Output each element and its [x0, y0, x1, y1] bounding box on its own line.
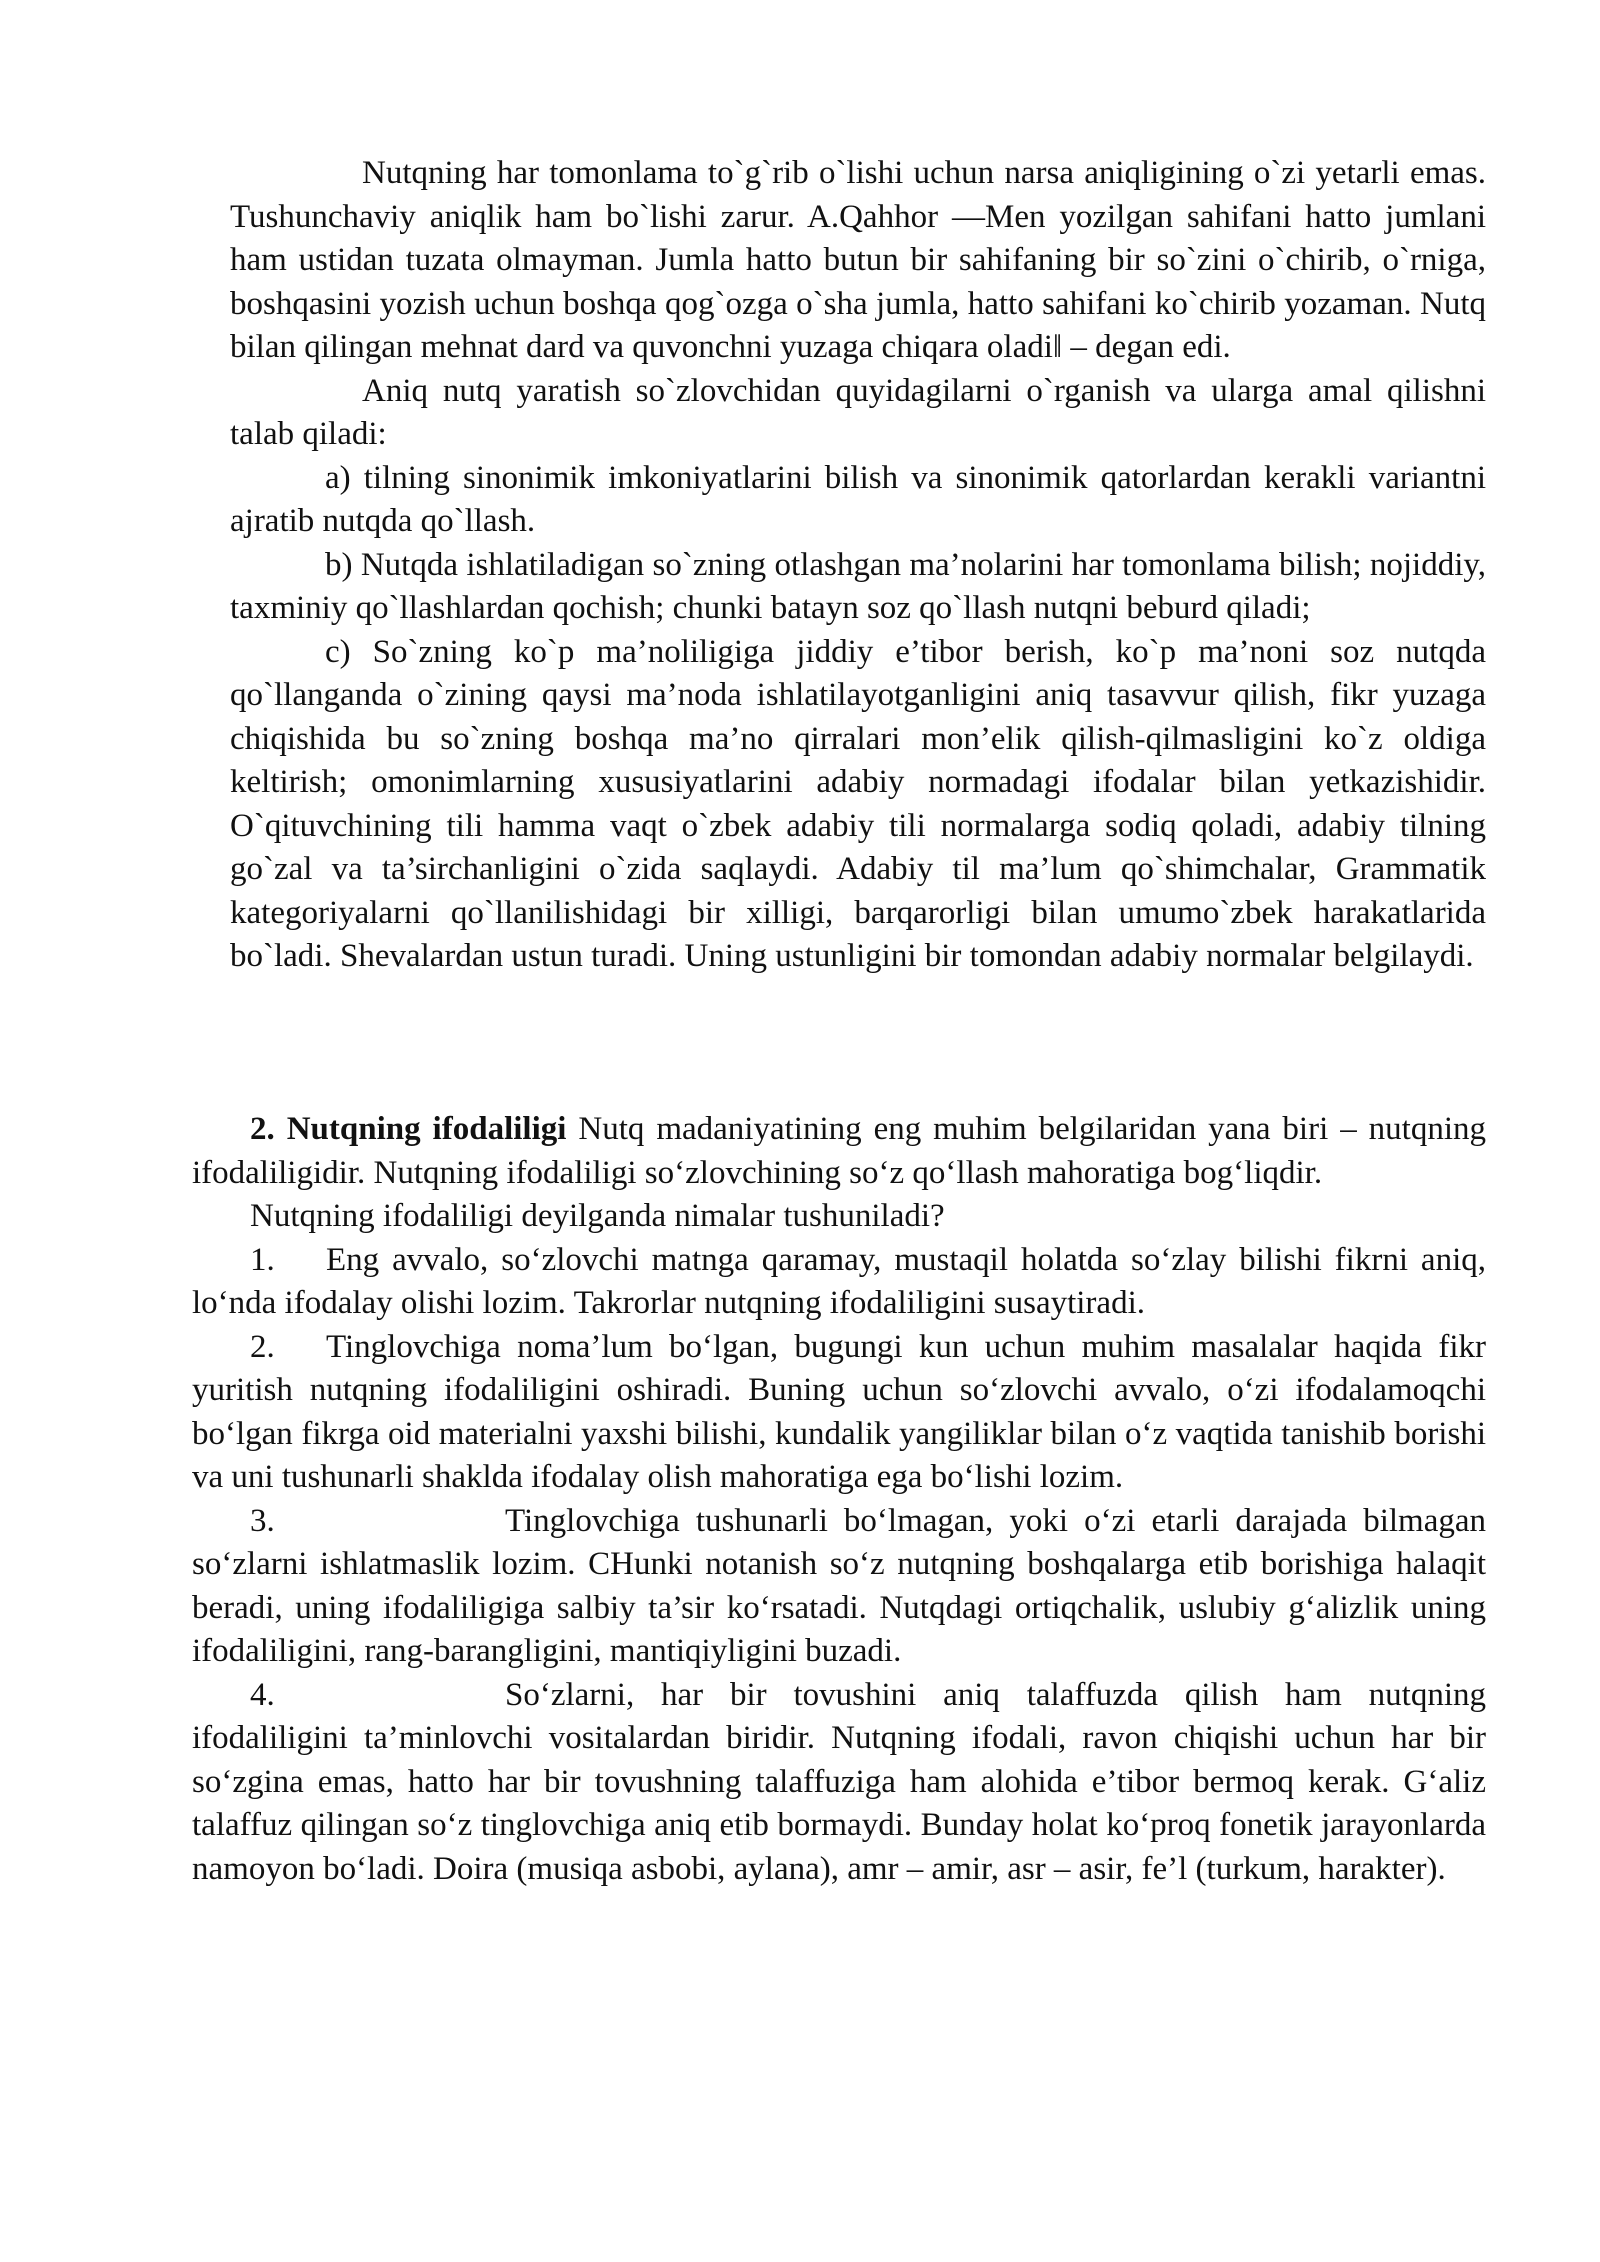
section-two-intro: [192, 1108, 1486, 1195]
item-number: 4.: [250, 1676, 275, 1713]
item-text: Tinglovchiga tushunarli bo‘lmagan, yoki o‘zi etarli darajada bilmagan so‘zlarni ishlatmaslik lozim. CHunki notanish so‘z nutqning boshqalarga etib borishiga halaqit beradi, uning ifodaliligiga salbiy ta’sir ko‘rsatadi. Nutqdagi ortiqchalik, uslubiy g‘alizlik uning ifodaliligini, rang-barangligini, mantiqiyligini buzadi.: [192, 1502, 1486, 1669]
list-item-b: b) Nutqda ishlatiladigan so`zning otlashgan ma’nolarini har tomonlama bilish; nojiddiy, taxminiy qo`llashlardan qochish; chunki batayn soz qo`llash nutqni beburd qiladi;: [230, 546, 1486, 626]
item-number: 1.: [250, 1241, 275, 1278]
item-text: Eng avvalo, so‘zlovchi matnga qaramay, mustaqil holatda so‘zlay bilishi fikrni aniq, lo‘nda ifodalay olishi lozim. Takrorlar nutqning ifodaliligini susaytiradi.: [192, 1241, 1486, 1321]
numbered-item-2: [192, 1326, 1486, 1500]
section-exact-speech: [230, 152, 1486, 979]
paragraph-requirements-intro: Aniq nutq yaratish so`zlovchidan quyidagilarni o`rganish va ularga amal qilishni talab qiladi:: [230, 372, 1486, 452]
section-question: Nutqning ifodaliligi deyilganda nimalar tushuniladi?: [250, 1198, 945, 1234]
section-expressiveness: [192, 1108, 1486, 1891]
list-item-c: c) So`zning ko`p ma’noliligiga jiddiy e’tibor berish, ko`p ma’noni soz nutqda qo`llanganda o`zining qaysi ma’noda ishlatilayotganligini aniq tasavvur qilish, fikr yuzaga chiqishida bu so`zning boshqa ma’no qirralari mon’elik qilish-qilmasligini ko`z oldiga keltirish; omonimlarning xususiyatlarini adabiy normadagi ifodalar bilan yetkazishidir. O`qituvchining tili hamma vaqt o`zbek adabiy tili normalarga sodiq qoladi, adabiy tilning go`zal va ta’sirchanligini o`zida saqlaydi. Adabiy til ma’lum qo`shimchalar, Grammatik kategoriyalarni qo`llanilishidagi bir xilligi, barqarorligi bilan umumo`zbek harakatlarida bo`ladi. Shevalardan ustun turadi. Uning ustunligini bir tomondan adabiy normalar belgilaydi.: [230, 633, 1486, 974]
section-heading: 2. Nutqning ifodaliligi: [250, 1111, 567, 1147]
item-number: 3.: [250, 1502, 275, 1539]
numbered-item-1: [192, 1239, 1486, 1326]
item-text: So‘zlarni, har bir tovushini aniq talaffuzda qilish ham nutqning ifodaliligini ta’minlovchi vositalardan biridir. Nutqning ifodali, ravon chiqishi uchun har bir so‘zgina emas, hatto har bir tovushning talaffuziga ham alohida e’tibor bermoq kerak. G‘aliz talaffuz qilingan so‘z tinglovchiga aniq etib bormaydi. Bunday holat ko‘proq fonetik jarayonlarda namoyon bo‘ladi. Doira (musiqa asbobi, aylana), amr – amir, asr – asir, fe’l (turkum, harakter).: [192, 1676, 1486, 1887]
item-text: Tinglovchiga noma’lum bo‘lgan, bugungi kun uchun muhim masalalar haqida fikr yuritish nutqning ifodaliligini oshiradi. Buning uchun so‘zlovchi avvalo, o‘zi ifodalamoqchi bo‘lgan fikrga oid materialni yaxshi bilishi, kundalik yangiliklar bilan o‘z vaqtida tanishib borishi va uni tushunarli shaklda ifodalay olish mahoratiga ega bo‘lishi lozim.: [192, 1328, 1486, 1495]
list-item-a: a) tilning sinonimik imkoniyatlarini bilish va sinonimik qatorlardan kerakli variantni ajratib nutqda qo`llash.: [230, 459, 1486, 539]
section-intro-text: Nutq madaniyatining eng muhim belgilaridan yana biri – nutqning ifodaliligidir. Nutqning ifodaliligi so‘zlovchining so‘z qo‘llash mahoratiga bog‘liqdir.: [192, 1111, 1486, 1191]
numbered-item-4: [192, 1674, 1486, 1892]
paragraph-qahhor-quote: Nutqning har tomonlama to`g`rib o`lishi uchun narsa aniqligining o`zi yetarli emas. Tushunchaviy aniqlik ham bo`lishi zarur. A.Qahhor —Men yozilgan sahifani hatto jumlani ham ustidan tuzata olmayman. Jumla hatto butun bir sahifaning bir so`zini o`chirib, o`rniga, boshqasini yozish uchun boshqa qog`ozga o`sha jumla, hatto sahifani ko`chirib yozaman. Nutq bilan qilingan mehnat dard va quvonchni yuzaga chiqara oladi‖ – degan edi.: [230, 155, 1486, 365]
numbered-item-3: [192, 1500, 1486, 1674]
item-number: 2.: [250, 1328, 275, 1365]
